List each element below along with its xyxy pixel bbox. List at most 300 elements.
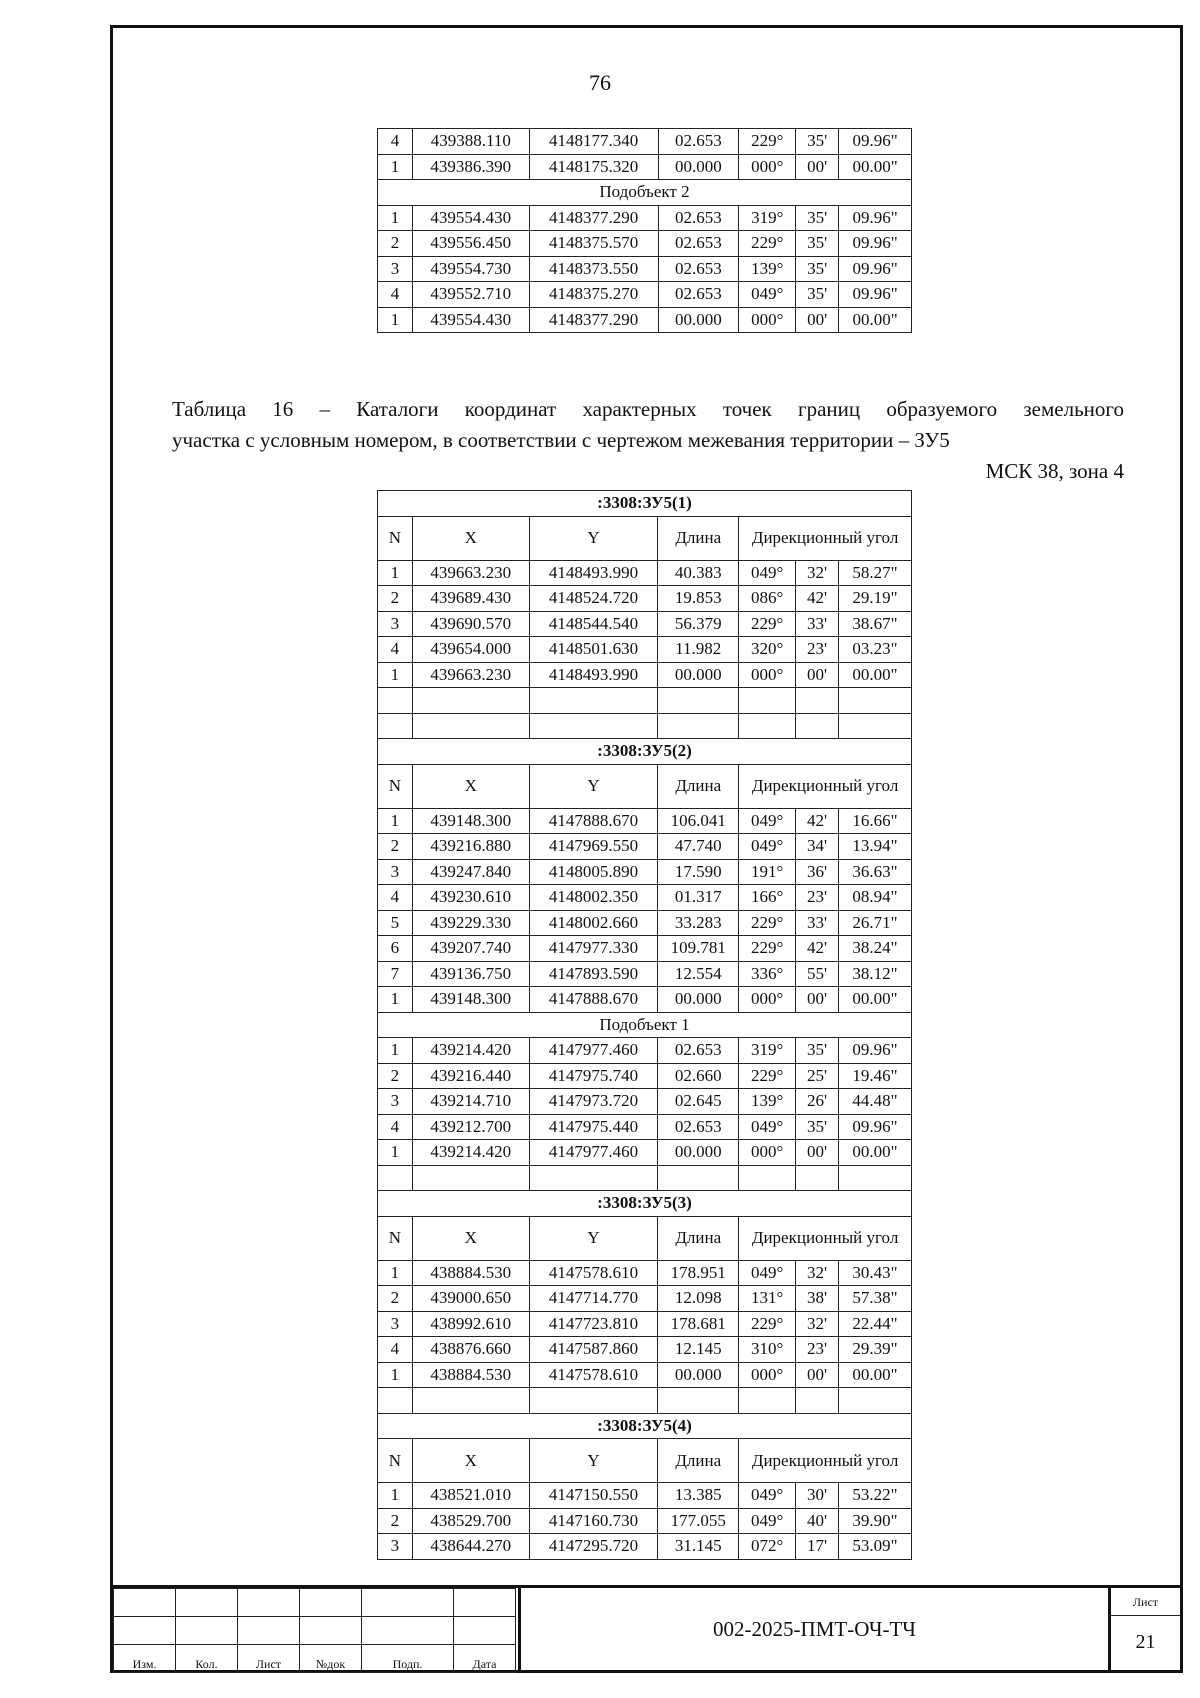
point-number: 3 (378, 256, 413, 282)
page-number: 76 (589, 70, 611, 95)
column-header-row (378, 516, 912, 560)
parcel-title-row (378, 1413, 912, 1439)
bearing-seconds: 53.22" (839, 1483, 912, 1509)
bearing-minutes: 32' (796, 1311, 839, 1337)
bearing-seconds: 00.00" (839, 154, 912, 180)
revision-label: Кол. (176, 1645, 238, 1673)
point-number: 3 (378, 611, 413, 637)
coordinates-table-zu5 (377, 490, 912, 1560)
parcel-title: :3308:ЗУ5(3) (378, 1191, 912, 1217)
bearing-seconds: 09.96" (839, 256, 912, 282)
bearing-minutes: 23' (796, 885, 839, 911)
revision-label-row (114, 1645, 516, 1673)
coord-y: 4147975.440 (529, 1114, 658, 1140)
point-number: 1 (378, 1483, 413, 1509)
coord-x: 439247.840 (412, 859, 529, 885)
table-row (378, 1114, 912, 1140)
bearing-degrees: 229° (739, 611, 796, 637)
empty-cell (839, 713, 912, 739)
empty-cell (739, 688, 796, 714)
bearing-seconds: 53.09" (839, 1534, 912, 1560)
point-number: 1 (378, 1260, 413, 1286)
table-row (378, 1140, 912, 1166)
bearing-degrees: 000° (739, 1140, 796, 1166)
empty-cell (412, 713, 529, 739)
coord-x: 439554.430 (412, 307, 529, 333)
parcel-title: :3308:ЗУ5(1) (378, 491, 912, 517)
empty-cell (412, 1388, 529, 1414)
table-row (378, 637, 912, 663)
table-row (378, 231, 912, 257)
bearing-degrees: 229° (739, 129, 796, 155)
bearing-seconds: 09.96" (839, 129, 912, 155)
bearing-minutes: 35' (796, 129, 839, 155)
table-row (378, 154, 912, 180)
empty-cell (529, 688, 658, 714)
revision-cell (176, 1589, 238, 1617)
column-header-row (378, 1439, 912, 1483)
header-length: Длина (658, 1216, 739, 1260)
sheet-label: Лист (1111, 1588, 1180, 1616)
bearing-degrees: 319° (739, 1038, 796, 1064)
table-row (378, 1038, 912, 1064)
point-number: 2 (378, 1286, 413, 1312)
bearing-degrees: 229° (739, 1311, 796, 1337)
coord-x: 439000.650 (412, 1286, 529, 1312)
coord-y: 4147973.720 (529, 1089, 658, 1115)
empty-cell (796, 713, 839, 739)
point-number: 2 (378, 231, 413, 257)
coord-y: 4148501.630 (529, 637, 658, 663)
point-number: 3 (378, 859, 413, 885)
coord-y: 4148005.890 (529, 859, 658, 885)
segment-length: 31.145 (658, 1534, 739, 1560)
document-code: 002-2025-ПМТ-ОЧ-ТЧ (518, 1588, 1108, 1670)
table-row (378, 611, 912, 637)
coord-x: 439136.750 (412, 961, 529, 987)
revision-cell (114, 1589, 176, 1617)
coord-y: 4148493.990 (529, 662, 658, 688)
bearing-minutes: 23' (796, 1337, 839, 1363)
bearing-degrees: 139° (739, 1089, 796, 1115)
coord-x: 439214.420 (412, 1038, 529, 1064)
segment-length: 02.660 (658, 1063, 739, 1089)
segment-length: 00.000 (658, 987, 739, 1013)
bearing-minutes: 42' (796, 586, 839, 612)
empty-cell (378, 688, 413, 714)
segment-length: 47.740 (658, 834, 739, 860)
empty-cell (378, 713, 413, 739)
empty-cell (658, 1165, 739, 1191)
coord-y: 4147578.610 (529, 1260, 658, 1286)
coord-x: 439554.730 (412, 256, 529, 282)
bearing-minutes: 00' (796, 307, 839, 333)
bearing-degrees: 049° (739, 1508, 796, 1534)
parcel-title-row (378, 739, 912, 765)
subobject-label: Подобъект 1 (378, 1012, 912, 1038)
empty-cell (739, 1165, 796, 1191)
coord-y: 4147888.670 (529, 808, 658, 834)
coord-y: 4148375.570 (529, 231, 658, 257)
coord-x: 439654.000 (412, 637, 529, 663)
revision-cell (176, 1617, 238, 1645)
coord-x: 439556.450 (412, 231, 529, 257)
empty-row (378, 1388, 912, 1414)
bearing-minutes: 38' (796, 1286, 839, 1312)
bearing-minutes: 36' (796, 859, 839, 885)
bearing-seconds: 09.96" (839, 1114, 912, 1140)
point-number: 1 (378, 307, 413, 333)
revision-label: №док (300, 1645, 362, 1673)
bearing-degrees: 000° (739, 1362, 796, 1388)
point-number: 2 (378, 586, 413, 612)
point-number: 2 (378, 834, 413, 860)
table-row (378, 1483, 912, 1509)
coordinate-system-label: МСК 38, зона 4 (985, 459, 1124, 483)
empty-row (378, 688, 912, 714)
empty-cell (796, 688, 839, 714)
revision-cell (454, 1589, 516, 1617)
bearing-seconds: 03.23" (839, 637, 912, 663)
point-number: 6 (378, 936, 413, 962)
header-direction-angle: Дирекционный угол (739, 516, 912, 560)
bearing-seconds: 38.67" (839, 611, 912, 637)
segment-length: 02.653 (658, 205, 739, 231)
point-number: 1 (378, 808, 413, 834)
segment-length: 02.653 (658, 231, 739, 257)
segment-length: 56.379 (658, 611, 739, 637)
point-number: 1 (378, 154, 413, 180)
table-row (378, 662, 912, 688)
coord-x: 438529.700 (412, 1508, 529, 1534)
bearing-minutes: 30' (796, 1483, 839, 1509)
bearing-minutes: 35' (796, 256, 839, 282)
coord-x: 439214.710 (412, 1089, 529, 1115)
table-row (378, 205, 912, 231)
subobject-row (378, 180, 912, 206)
coord-y: 4147578.610 (529, 1362, 658, 1388)
bearing-seconds: 38.12" (839, 961, 912, 987)
table-row (378, 936, 912, 962)
empty-row (378, 713, 912, 739)
point-number: 3 (378, 1311, 413, 1337)
header-y: Y (529, 1439, 658, 1483)
header-n: N (378, 1216, 413, 1260)
coord-x: 439216.880 (412, 834, 529, 860)
segment-length: 177.055 (658, 1508, 739, 1534)
coord-y: 4147160.730 (529, 1508, 658, 1534)
coord-x: 439552.710 (412, 282, 529, 308)
empty-cell (378, 1388, 413, 1414)
table-row (378, 1286, 912, 1312)
segment-length: 11.982 (658, 637, 739, 663)
empty-row (378, 1165, 912, 1191)
bearing-degrees: 000° (739, 154, 796, 180)
bearing-seconds: 16.66" (839, 808, 912, 834)
coord-y: 4147969.550 (529, 834, 658, 860)
sheet-number: 21 (1135, 1631, 1156, 1653)
table-row (378, 1260, 912, 1286)
header-x: X (412, 1439, 529, 1483)
coord-x: 438992.610 (412, 1311, 529, 1337)
table-row (378, 834, 912, 860)
bearing-seconds: 29.39" (839, 1337, 912, 1363)
header-y: Y (529, 1216, 658, 1260)
empty-cell (658, 1388, 739, 1414)
revision-cell (362, 1589, 454, 1617)
bearing-minutes: 35' (796, 231, 839, 257)
coord-x: 439216.440 (412, 1063, 529, 1089)
bearing-seconds: 19.46" (839, 1063, 912, 1089)
revision-cell (300, 1617, 362, 1645)
parcel-title: :3308:ЗУ5(2) (378, 739, 912, 765)
header-n: N (378, 516, 413, 560)
point-number: 4 (378, 885, 413, 911)
table-row (378, 129, 912, 155)
segment-length: 00.000 (658, 154, 739, 180)
segment-length: 17.590 (658, 859, 739, 885)
bearing-minutes: 55' (796, 961, 839, 987)
table-row (378, 961, 912, 987)
header-n: N (378, 1439, 413, 1483)
header-length: Длина (658, 516, 739, 560)
segment-length: 00.000 (658, 1362, 739, 1388)
header-x: X (412, 764, 529, 808)
bearing-minutes: 40' (796, 1508, 839, 1534)
point-number: 5 (378, 910, 413, 936)
empty-cell (529, 1388, 658, 1414)
bearing-minutes: 00' (796, 662, 839, 688)
coord-y: 4147977.460 (529, 1038, 658, 1064)
table-row (378, 586, 912, 612)
bearing-degrees: 229° (739, 910, 796, 936)
point-number: 4 (378, 1337, 413, 1363)
coord-x: 439663.230 (412, 662, 529, 688)
revision-label: Подп. (362, 1645, 454, 1673)
revision-label: Изм. (114, 1645, 176, 1673)
coord-y: 4148524.720 (529, 586, 658, 612)
coord-x: 439689.430 (412, 586, 529, 612)
bearing-minutes: 00' (796, 987, 839, 1013)
bearing-degrees: 229° (739, 936, 796, 962)
bearing-degrees: 166° (739, 885, 796, 911)
bearing-minutes: 00' (796, 1140, 839, 1166)
empty-cell (529, 1165, 658, 1191)
caption-line-1: Таблица 16 – Каталоги координат характерных точек границ образуемого земельного (172, 397, 1124, 421)
parcel-title-row (378, 1191, 912, 1217)
coord-y: 4148377.290 (529, 205, 658, 231)
coord-y: 4148493.990 (529, 560, 658, 586)
table-row (378, 1508, 912, 1534)
coordinates-table-continued (377, 128, 912, 333)
segment-length: 40.383 (658, 560, 739, 586)
table-row (378, 910, 912, 936)
revision-label: Дата (454, 1645, 516, 1673)
bearing-degrees: 049° (739, 1114, 796, 1140)
bearing-seconds: 38.24" (839, 936, 912, 962)
coord-x: 439148.300 (412, 808, 529, 834)
coord-y: 4147893.590 (529, 961, 658, 987)
segment-length: 00.000 (658, 662, 739, 688)
table-row (378, 282, 912, 308)
bearing-seconds: 26.71" (839, 910, 912, 936)
segment-length: 02.653 (658, 129, 739, 155)
coord-x: 438884.530 (412, 1362, 529, 1388)
coord-x: 439148.300 (412, 987, 529, 1013)
coord-x: 438884.530 (412, 1260, 529, 1286)
coord-y: 4147977.460 (529, 1140, 658, 1166)
segment-length: 106.041 (658, 808, 739, 834)
point-number: 1 (378, 560, 413, 586)
bearing-seconds: 09.96" (839, 231, 912, 257)
bearing-seconds: 13.94" (839, 834, 912, 860)
revision-cell (300, 1589, 362, 1617)
bearing-degrees: 336° (739, 961, 796, 987)
bearing-minutes: 42' (796, 936, 839, 962)
point-number: 4 (378, 637, 413, 663)
coord-y: 4148002.660 (529, 910, 658, 936)
bearing-degrees: 310° (739, 1337, 796, 1363)
header-length: Длина (658, 764, 739, 808)
empty-cell (839, 1165, 912, 1191)
segment-length: 02.653 (658, 1114, 739, 1140)
bearing-degrees: 319° (739, 205, 796, 231)
segment-length: 01.317 (658, 885, 739, 911)
header-direction-angle: Дирекционный угол (739, 1216, 912, 1260)
bearing-minutes: 17' (796, 1534, 839, 1560)
empty-cell (412, 1165, 529, 1191)
point-number: 2 (378, 1508, 413, 1534)
point-number: 3 (378, 1089, 413, 1115)
bearing-degrees: 072° (739, 1534, 796, 1560)
header-n: N (378, 764, 413, 808)
bearing-degrees: 320° (739, 637, 796, 663)
table-row (378, 859, 912, 885)
bearing-degrees: 049° (739, 808, 796, 834)
bearing-seconds: 29.19" (839, 586, 912, 612)
bearing-minutes: 00' (796, 1362, 839, 1388)
bearing-seconds: 09.96" (839, 1038, 912, 1064)
point-number: 1 (378, 1038, 413, 1064)
bearing-seconds: 44.48" (839, 1089, 912, 1115)
subobject-row (378, 1012, 912, 1038)
point-number: 2 (378, 1063, 413, 1089)
coord-y: 4148002.350 (529, 885, 658, 911)
revision-cell (238, 1589, 300, 1617)
coord-x: 439690.570 (412, 611, 529, 637)
segment-length: 109.781 (658, 936, 739, 962)
bearing-degrees: 049° (739, 1260, 796, 1286)
bearing-degrees: 139° (739, 256, 796, 282)
bearing-degrees: 049° (739, 834, 796, 860)
bearing-seconds: 00.00" (839, 1362, 912, 1388)
table-row (378, 256, 912, 282)
segment-length: 12.098 (658, 1286, 739, 1312)
bearing-degrees: 086° (739, 586, 796, 612)
bearing-seconds: 30.43" (839, 1260, 912, 1286)
table-row (378, 1063, 912, 1089)
title-block (113, 1585, 1180, 1670)
revision-cell (362, 1617, 454, 1645)
bearing-seconds: 00.00" (839, 307, 912, 333)
bearing-minutes: 35' (796, 282, 839, 308)
bearing-minutes: 33' (796, 611, 839, 637)
segment-length: 33.283 (658, 910, 739, 936)
revision-label: Лист (238, 1645, 300, 1673)
empty-cell (796, 1388, 839, 1414)
coord-y: 4148175.320 (529, 154, 658, 180)
bearing-minutes: 35' (796, 1114, 839, 1140)
table-row (378, 1311, 912, 1337)
bearing-seconds: 09.96" (839, 205, 912, 231)
bearing-minutes: 32' (796, 560, 839, 586)
segment-length: 13.385 (658, 1483, 739, 1509)
segment-length: 02.653 (658, 1038, 739, 1064)
coord-y: 4147888.670 (529, 987, 658, 1013)
point-number: 1 (378, 1362, 413, 1388)
coord-y: 4147150.550 (529, 1483, 658, 1509)
revision-row (114, 1617, 516, 1645)
table-row (378, 808, 912, 834)
header-direction-angle: Дирекционный угол (739, 764, 912, 808)
bearing-seconds: 36.63" (839, 859, 912, 885)
point-number: 4 (378, 282, 413, 308)
coord-y: 4148375.270 (529, 282, 658, 308)
bearing-degrees: 000° (739, 987, 796, 1013)
empty-cell (412, 688, 529, 714)
parcel-title: :3308:ЗУ5(4) (378, 1413, 912, 1439)
column-header-row (378, 764, 912, 808)
coord-y: 4147723.810 (529, 1311, 658, 1337)
segment-length: 178.681 (658, 1311, 739, 1337)
coord-y: 4147977.330 (529, 936, 658, 962)
bearing-minutes: 42' (796, 808, 839, 834)
coord-y: 4147975.740 (529, 1063, 658, 1089)
point-number: 1 (378, 1140, 413, 1166)
header-x: X (412, 516, 529, 560)
bearing-degrees: 000° (739, 307, 796, 333)
bearing-minutes: 32' (796, 1260, 839, 1286)
segment-length: 02.653 (658, 256, 739, 282)
bearing-minutes: 26' (796, 1089, 839, 1115)
bearing-degrees: 191° (739, 859, 796, 885)
subobject-label: Подобъект 2 (378, 180, 912, 206)
segment-length: 00.000 (658, 307, 739, 333)
revision-cell (114, 1617, 176, 1645)
empty-cell (796, 1165, 839, 1191)
segment-length: 02.645 (658, 1089, 739, 1115)
segment-length: 178.951 (658, 1260, 739, 1286)
table-row (378, 987, 912, 1013)
bearing-minutes: 23' (796, 637, 839, 663)
bearing-degrees: 000° (739, 662, 796, 688)
coord-x: 438876.660 (412, 1337, 529, 1363)
sheet-box (1108, 1588, 1180, 1670)
segment-length: 12.145 (658, 1337, 739, 1363)
header-y: Y (529, 516, 658, 560)
coord-y: 4147295.720 (529, 1534, 658, 1560)
point-number: 7 (378, 961, 413, 987)
empty-cell (529, 713, 658, 739)
table-row (378, 885, 912, 911)
point-number: 3 (378, 1534, 413, 1560)
header-length: Длина (658, 1439, 739, 1483)
bearing-minutes: 25' (796, 1063, 839, 1089)
revision-cell (238, 1617, 300, 1645)
bearing-degrees: 131° (739, 1286, 796, 1312)
caption-line-2: участка с условным номером, в соответствии с чертежом межевания территории – ЗУ5 (172, 428, 950, 452)
segment-length: 00.000 (658, 1140, 739, 1166)
